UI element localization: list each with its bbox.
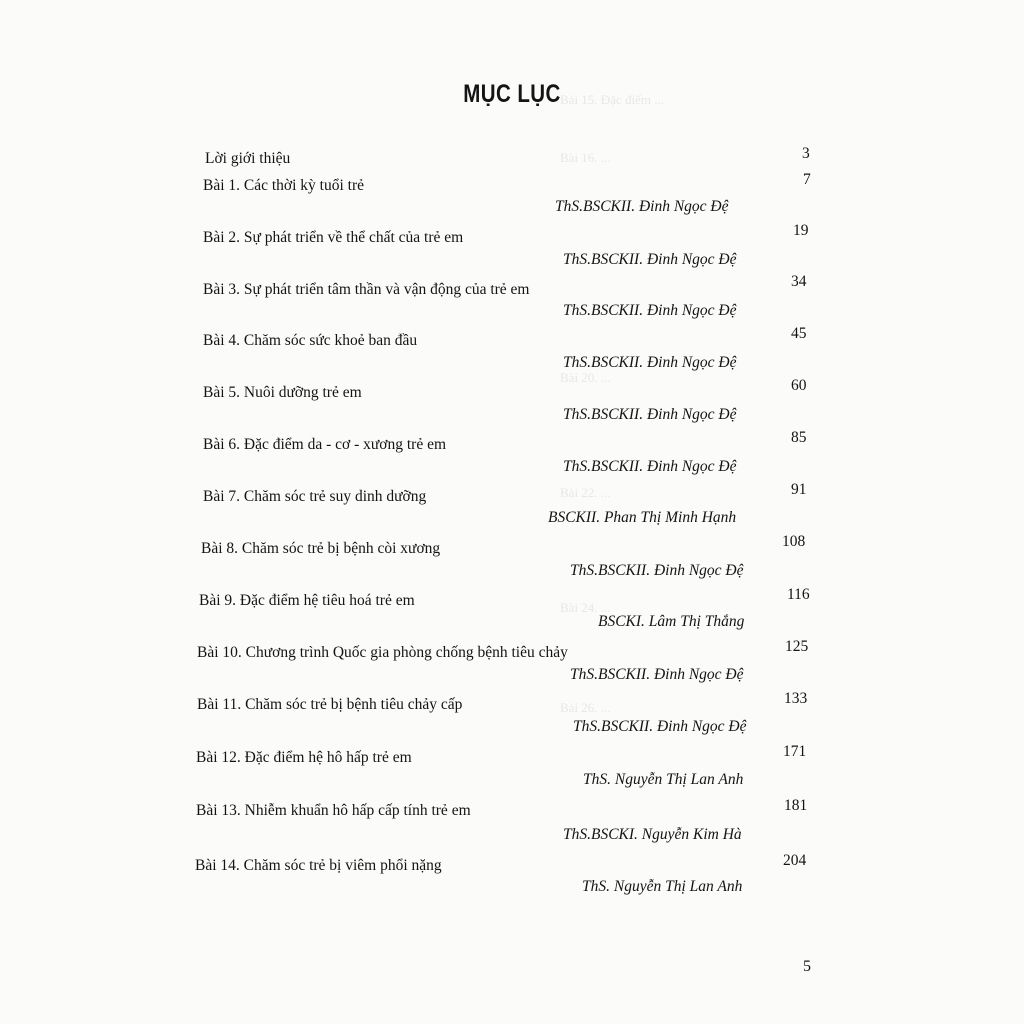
toc-entry-label: Bài 8. Chăm sóc trẻ bị bệnh còi xương <box>201 540 441 557</box>
toc-entry-author: ThS.BSCKII. Đinh Ngọc Đệ <box>570 562 744 579</box>
toc-entry-label: Bài 10. Chương trình Quốc gia phòng chống bệnh tiêu chảy <box>197 644 568 661</box>
toc-entry-label: Bài 11. Chăm sóc trẻ bị bệnh tiêu chảy cấp <box>197 696 463 713</box>
toc-entry-page: 133 <box>784 690 808 707</box>
toc-entry-page: 116 <box>787 586 810 603</box>
toc-entry-label: Bài 3. Sự phát triển tâm thần và vận động của trẻ em <box>203 281 530 298</box>
show-through-artifact: Bài 16. ... <box>560 150 611 165</box>
show-through-artifact: Bài 20. ... <box>560 370 611 385</box>
toc-entry-page: 45 <box>791 325 807 342</box>
toc-entry-label: Bài 2. Sự phát triển về thể chất của trẻ em <box>203 229 464 246</box>
toc-entry-label: Bài 13. Nhiễm khuẩn hô hấp cấp tính trẻ em <box>196 802 471 819</box>
toc-entry-page: 19 <box>793 222 809 239</box>
toc-entry-label: Bài 6. Đặc điểm da - cơ - xương trẻ em <box>203 436 447 453</box>
toc-entry-page: 171 <box>783 743 807 760</box>
toc-entry-author: ThS.BSCKII. Đinh Ngọc Đệ <box>555 198 729 215</box>
toc-entry-page: 3 <box>802 145 810 162</box>
toc-entry-page: 85 <box>791 429 807 446</box>
toc-entry-label: Bài 9. Đặc điểm hệ tiêu hoá trẻ em <box>199 592 415 609</box>
show-through-artifact: Bài 24. ... <box>560 600 611 615</box>
page-title: MỤC LỤC <box>463 80 561 108</box>
toc-entry-label: Bài 12. Đặc điểm hệ hô hấp trẻ em <box>196 749 412 766</box>
toc-entry-author: ThS.BSCKII. Đinh Ngọc Đệ <box>563 458 737 475</box>
toc-entry-author: ThS.BSCKII. Đinh Ngọc Đệ <box>570 666 744 683</box>
toc-entry-label: Bài 14. Chăm sóc trẻ bị viêm phổi nặng <box>195 857 442 874</box>
toc-entry-author: ThS.BSCKII. Đinh Ngọc Đệ <box>563 354 737 371</box>
toc-entry-page: 7 <box>803 171 811 188</box>
toc-entry-author: ThS. Nguyễn Thị Lan Anh <box>582 878 743 895</box>
toc-entry-label: Bài 1. Các thời kỳ tuổi trẻ <box>203 177 365 194</box>
toc-entry-author: ThS. Nguyễn Thị Lan Anh <box>583 771 744 788</box>
toc-entry-page: 91 <box>791 481 807 498</box>
page-number: 5 <box>803 958 811 975</box>
toc-entry-author: ThS.BSCKII. Đinh Ngọc Đệ <box>573 718 747 735</box>
toc-entry-page: 204 <box>783 852 807 869</box>
toc-entry-page: 34 <box>791 273 807 290</box>
show-through-artifact: Bài 22. ... <box>560 485 611 500</box>
toc-entry-author: BSCKI. Lâm Thị Thắng <box>598 613 745 630</box>
toc-entry-label: Lời giới thiệu <box>205 150 291 167</box>
toc-entry-label: Bài 4. Chăm sóc sức khoẻ ban đầu <box>203 332 418 349</box>
toc-entry-page: 60 <box>791 377 807 394</box>
show-through-artifact: Bài 15. Đặc điểm ... <box>560 92 664 107</box>
toc-entry-author: ThS.BSCKII. Đinh Ngọc Đệ <box>563 406 737 423</box>
toc-entry-label: Bài 7. Chăm sóc trẻ suy dinh dưỡng <box>203 488 427 505</box>
toc-entry-page: 108 <box>782 533 806 550</box>
toc-entry-author: ThS.BSCKII. Đinh Ngọc Đệ <box>563 251 737 268</box>
toc-entry-author: ThS.BSCKI. Nguyễn Kim Hà <box>563 826 742 843</box>
toc-entry-page: 181 <box>784 797 808 814</box>
toc-entry-label: Bài 5. Nuôi dưỡng trẻ em <box>203 384 362 401</box>
show-through-artifact: Bài 26. ... <box>560 700 611 715</box>
toc-entry-author: BSCKII. Phan Thị Minh Hạnh <box>548 509 737 526</box>
toc-entry-page: 125 <box>785 638 809 655</box>
toc-entry-author: ThS.BSCKII. Đinh Ngọc Đệ <box>563 302 737 319</box>
